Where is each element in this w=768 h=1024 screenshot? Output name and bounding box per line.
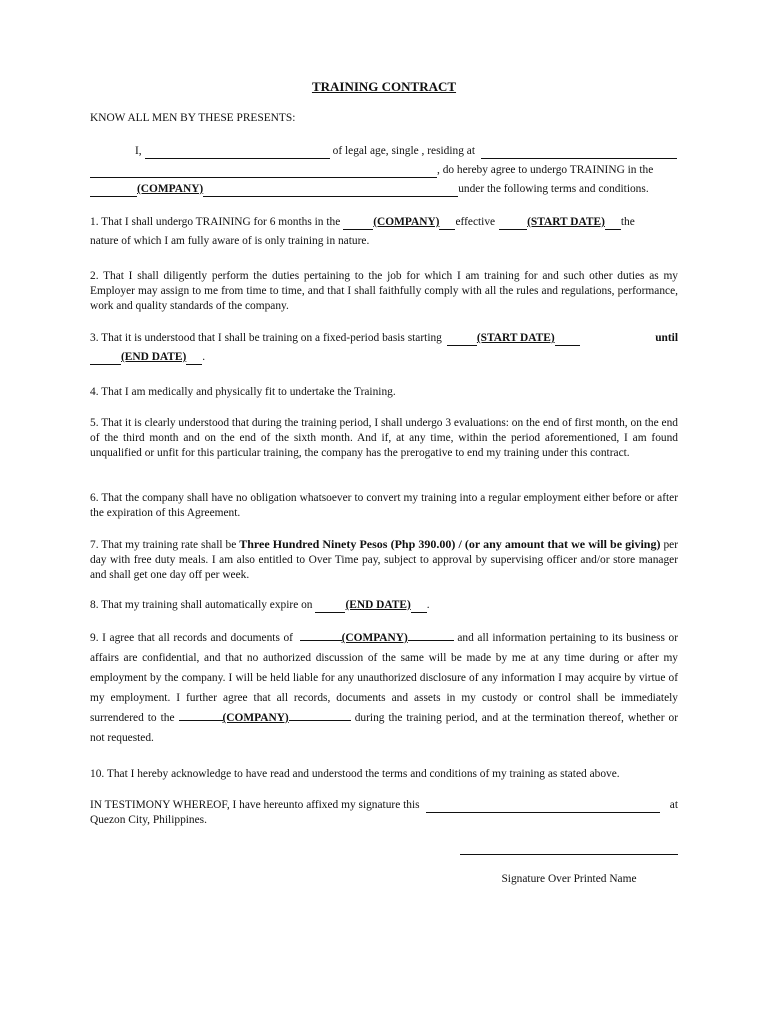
preamble-line-3: (COMPANY) under the following terms and conditions.: [90, 182, 678, 197]
preamble-line-2: , do hereby agree to undergo TRAINING in the: [90, 163, 678, 178]
paragraph-3-line-1: 3. That it is understood that I shall be training on a fixed-period basis starting (START DATE) until: [90, 332, 678, 344]
paragraph-4: 4. That I am medically and physically fit to undertake the Training.: [90, 386, 396, 398]
end-date-placeholder: (END DATE): [121, 351, 187, 363]
start-date-placeholder: (START DATE): [527, 216, 605, 228]
address-blank: [481, 147, 677, 159]
company-placeholder: (COMPANY): [373, 216, 440, 228]
preamble-line-1: I, of legal age, single , residing at: [90, 144, 678, 159]
address-blank-2: [90, 166, 437, 178]
company-placeholder: (COMPANY): [341, 632, 408, 644]
testimony-line-1: IN TESTIMONY WHEREOF, I have hereunto affixed my signature this at: [90, 799, 678, 811]
paragraph-9: 9. I agree that all records and documents of (COMPANY) and all information pertaining to its business or affairs are confidential, and that no authorized discussion of the same will be made by me at any time during or after my employment by the company. I will be held liable for any unauthorized disclosure of any information I may acquire by virtue of my employment. I further agree that all records, documents and assets in my custody or control shall be immediately surrendered to the (COMPANY) during the training period, and at the termination thereof, whether or not requested.: [90, 628, 678, 748]
date-blank: [426, 801, 660, 813]
start-date-placeholder: (START DATE): [476, 332, 555, 344]
document-title: TRAINING CONTRACT: [311, 79, 457, 94]
company-placeholder: (COMPANY): [137, 183, 204, 195]
paragraph-2: 2. That I shall diligently perform the duties pertaining to the job for which I am training for and such other duties as my Employer may assign to me from time to time, and that I shall faithfully comply with all the rules and regulations, performance, work and quality standards of the company.: [90, 270, 678, 312]
paragraph-6: 6. That the company shall have no obligation whatsoever to convert my training into a regular employment either before or after the expiration of this Agreement.: [90, 492, 678, 519]
testimony-line-2: Quezon City, Philippines.: [90, 814, 207, 826]
paragraph-10: 10. That I hereby acknowledge to have read and understood the terms and conditions of my training as stated above.: [90, 768, 620, 780]
paragraph-1-line-2: nature of which I am fully aware of is only training in nature.: [90, 235, 370, 247]
paragraph-7: 7. That my training rate shall be Three Hundred Ninety Pesos (Php 390.00) / (or any amount that we will be giving) per day with free duty meals. I am also entitled to Over Time pay, subject to approval by supervising officer and/or store manager and shall get one day off per week.: [90, 537, 678, 581]
name-blank: [145, 147, 330, 159]
intro-line: KNOW ALL MEN BY THESE PRESENTS:: [90, 112, 296, 124]
signature-line: [460, 854, 678, 855]
company-placeholder: (COMPANY): [222, 712, 289, 724]
paragraph-3-line-2: (END DATE) .: [90, 350, 678, 365]
end-date-placeholder: (END DATE): [345, 599, 411, 611]
training-rate: Three Hundred Ninety Pesos (Php 390.00) / (or any amount that we will be giving): [239, 537, 661, 551]
paragraph-5: 5. That it is clearly understood that during the training period, I shall undergo 3 evaluations: on the end of first month, on the end of the third month and on the end of the sixth month. And if, at any time, within the period aforementioned, I am found unqualified or unfit for this particular training, the company has the prerogative to end my training under this contract.: [90, 417, 678, 459]
paragraph-1-line-1: 1. That I shall undergo TRAINING for 6 months in the (COMPANY) effective (START DATE) the: [90, 216, 635, 228]
signature-label: Signature Over Printed Name: [501, 873, 637, 885]
paragraph-8: 8. That my training shall automatically expire on (END DATE) .: [90, 599, 430, 611]
